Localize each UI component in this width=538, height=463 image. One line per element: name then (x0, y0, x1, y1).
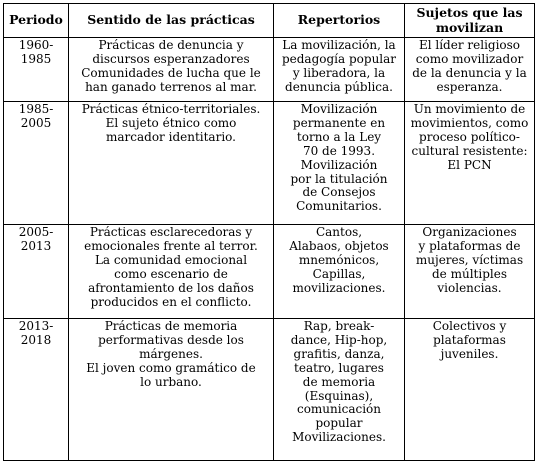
subject-line: El PCN (447, 157, 492, 172)
header-row (4, 4, 535, 38)
sense-line: Prácticas de denuncia y (98, 38, 244, 52)
sense-line: El joven como gramático de (86, 360, 256, 375)
sense-line: Prácticas de memoria (104, 319, 238, 333)
sense-line: Comunidades de lucha que le (81, 65, 261, 80)
period-line: 1960- (18, 38, 54, 52)
period-cell (4, 102, 69, 225)
repertoires-cell (274, 102, 405, 225)
repertoire-line: Rap, break- (303, 319, 375, 333)
repertoire-line: por la titulación (290, 171, 388, 186)
repertoire-line: Movilización (300, 102, 378, 116)
subjects-cell (405, 38, 535, 102)
sense-line: producidos en el conflicto. (90, 294, 252, 309)
sense-cell (69, 225, 274, 319)
period-line: 1985 (20, 51, 52, 66)
subject-line: proceso político- (419, 129, 520, 144)
repertoire-line: de memoria (302, 374, 376, 389)
repertoire-line: dance, Hip-hop, (290, 332, 388, 347)
sense-line: márgenes. (139, 346, 203, 361)
sense-line: han ganado terrenos al mar. (85, 79, 257, 94)
subject-line: violencias. (437, 280, 502, 295)
subject-line: de múltiples (432, 266, 507, 281)
sense-line: afrontamiento de los daños (88, 280, 254, 295)
subjects-cell (405, 319, 535, 461)
subject-line: Organizaciones (422, 225, 517, 239)
repertoire-line: pedagogía popular (281, 51, 397, 66)
subject-line: cultural resistente: (411, 143, 528, 158)
header-periodo-line: Periodo (9, 12, 63, 28)
period-cell (4, 225, 69, 319)
repertoires-cell (274, 319, 405, 461)
repertoire-line: Movilizaciones. (292, 430, 386, 445)
repertoire-line: y liberadora, la (292, 65, 386, 80)
table-row (4, 38, 535, 102)
sense-cell (69, 319, 274, 461)
subject-line: como movilizador (415, 51, 524, 66)
period-line: 2018 (20, 332, 52, 347)
repertoire-line: comunicación (296, 402, 381, 417)
subject-line: El líder religioso (418, 38, 521, 52)
table-row (4, 225, 535, 319)
practices-table (3, 3, 535, 461)
period-cell (4, 319, 69, 461)
subject-line: esperanza. (436, 79, 503, 94)
repertoire-line: popular (315, 416, 363, 431)
header-sentido (69, 4, 274, 38)
header-repertorios-line: Repertorios (297, 12, 381, 28)
table-row (4, 319, 535, 461)
repertoire-line: torno a la Ley (296, 129, 382, 144)
subject-line: de la denuncia y la (412, 65, 527, 80)
repertoire-line: mnemónicos, (298, 252, 380, 267)
subject-line: juveniles. (440, 346, 499, 361)
subject-line: mujeres, víctimas (415, 252, 524, 267)
header-sujetos (405, 4, 535, 38)
repertoire-line: permanente en (292, 115, 386, 130)
repertoire-line: Capillas, (312, 266, 366, 281)
sense-line: La comunidad emocional (94, 252, 248, 267)
repertoire-line: denuncia pública. (285, 79, 393, 94)
subject-line: y plataformas de (418, 238, 521, 253)
sense-cell (69, 102, 274, 225)
sense-line: como escenario de (114, 266, 228, 281)
subject-line: plataformas (433, 332, 506, 347)
period-line: 2005 (20, 115, 52, 130)
sense-line: marcador identitario. (106, 129, 236, 144)
subjects-cell (405, 102, 535, 225)
repertoire-line: movilizaciones. (292, 280, 386, 295)
repertoire-line: Comunitarios. (296, 199, 382, 214)
repertoire-line: Cantos, (315, 225, 363, 239)
repertoires-cell (274, 225, 405, 319)
header-periodo (4, 4, 69, 38)
header-sujetos-line: movilizan (435, 19, 504, 35)
subject-line: Colectivos y (432, 319, 507, 333)
sense-line: performativas desde los (98, 332, 244, 347)
period-line: 2005- (18, 225, 54, 239)
repertoire-line: 70 de 1993. (302, 143, 376, 158)
header-repertorios (274, 4, 405, 38)
period-line: 2013- (18, 319, 54, 333)
repertoire-line: teatro, lugares (294, 360, 384, 375)
sense-line: lo urbano. (140, 374, 202, 389)
sense-line: El sujeto étnico como (105, 115, 237, 130)
subjects-cell (405, 225, 535, 319)
repertoires-cell (274, 38, 405, 102)
sense-line: Prácticas esclarecedoras y (89, 225, 253, 239)
table-row (4, 102, 535, 225)
subject-line: Un movimiento de (413, 102, 526, 116)
repertoire-line: grafitis, danza, (293, 346, 385, 361)
repertoire-line: (Esquinas), (304, 388, 374, 403)
repertoire-line: La movilización, la (282, 38, 396, 52)
repertoire-line: Movilización (300, 157, 378, 172)
subject-line: movimientos, como (410, 115, 529, 130)
sense-cell (69, 38, 274, 102)
sense-line: Prácticas étnico-territoriales. (81, 102, 261, 116)
sense-line: emocionales frente al terror. (84, 238, 258, 253)
sense-line: discursos esperanzadores (92, 51, 250, 66)
header-sujetos-line: Sujetos que las (416, 5, 523, 20)
period-line: 1985- (18, 102, 54, 116)
header-sentido-line: Sentido de las prácticas (87, 12, 255, 28)
repertoire-line: de Consejos (302, 185, 376, 200)
repertoire-line: Alabaos, objetos (289, 238, 389, 253)
period-line: 2013 (20, 238, 52, 253)
period-cell (4, 38, 69, 102)
